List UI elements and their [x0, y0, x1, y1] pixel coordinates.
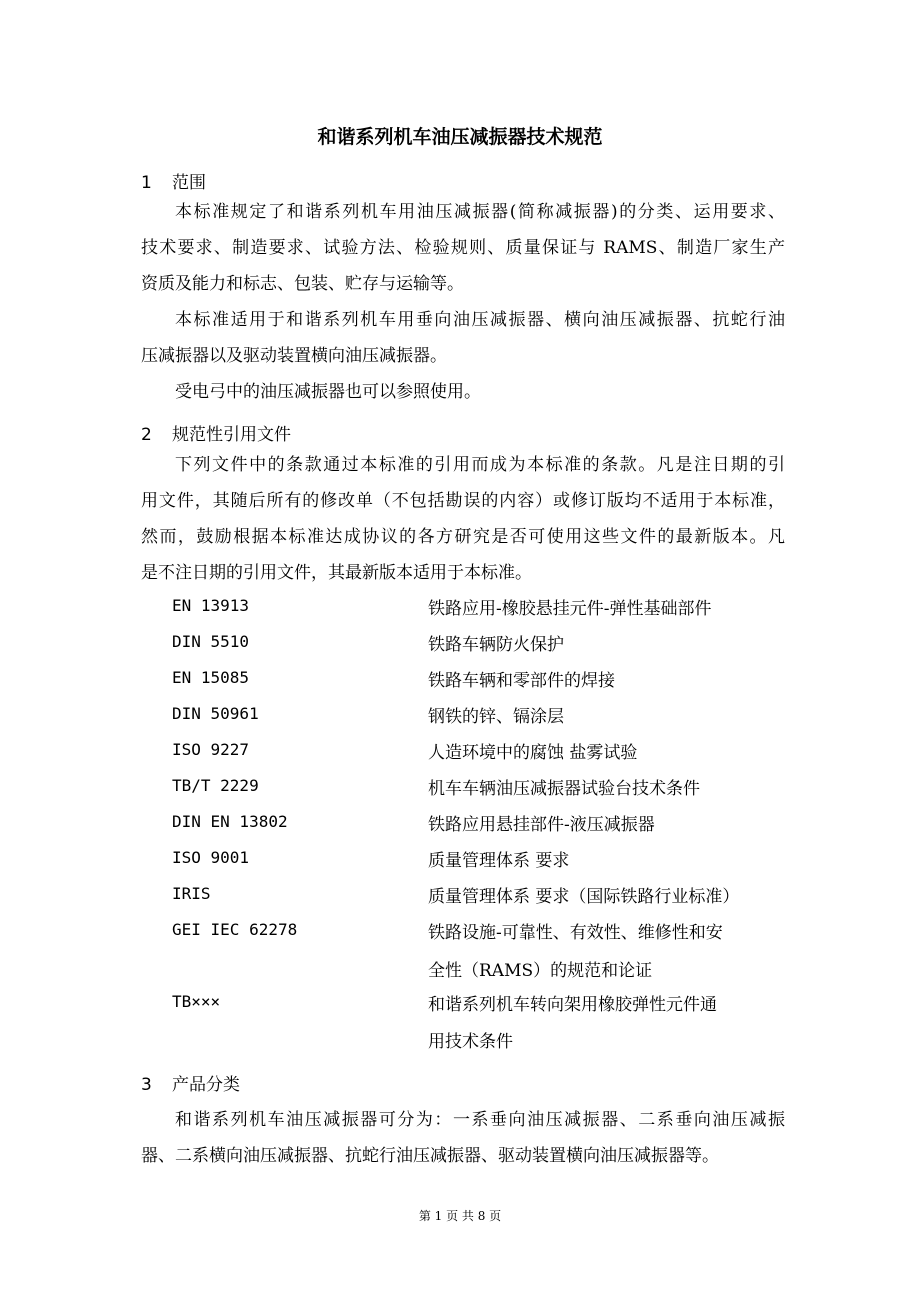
reference-code: GEI IEC 62278: [172, 920, 298, 939]
paragraph-line: 和谐系列机车油压减振器可分为：一系垂向油压减振器、二系垂向油压减振: [175, 1110, 785, 1130]
paragraph-line: 下列文件中的条款通过本标准的引用而成为本标准的条款。凡是注日期的引: [175, 455, 785, 475]
section-1-heading: [141, 168, 206, 193]
paragraph-line: 技术要求、制造要求、试验方法、检验规则、质量保证与 RAMS、制造厂家生产: [141, 238, 785, 258]
paragraph-line: 是不注日期的引用文件，其最新版本适用于本标准。: [141, 563, 532, 583]
paragraph-line: 压减振器以及驱动装置横向油压减振器。: [141, 346, 447, 366]
section-3-heading: [141, 1070, 240, 1095]
reference-title: 铁路应用-橡胶悬挂元件-弹性基础部件: [428, 599, 712, 619]
paragraph-line: 受电弓中的油压减振器也可以参照使用。: [175, 382, 481, 402]
page-footer: 第 1 页 共 8 页: [418, 1209, 502, 1223]
section-title: 产品分类: [172, 1075, 240, 1095]
reference-title: 铁路车辆防火保护: [428, 635, 564, 655]
reference-title: 质量管理体系 要求: [428, 851, 570, 871]
reference-code: ISO 9227: [172, 740, 250, 759]
reference-title: 铁路设施-可靠性、有效性、维修性和安: [428, 923, 723, 943]
reference-title: 人造环境中的腐蚀 盐雾试验: [428, 743, 638, 763]
paragraph-line: 器、二系横向油压减振器、抗蛇行油压减振器、驱动装置横向油压减振器等。: [141, 1146, 719, 1166]
reference-code: EN 13913: [172, 596, 250, 615]
reference-title-continued: 全性（RAMS）的规范和论证: [428, 961, 653, 981]
reference-code: DIN 50961: [172, 704, 259, 723]
reference-code: DIN 5510: [172, 632, 250, 651]
paragraph-line: 资质及能力和标志、包装、贮存与运输等。: [141, 274, 464, 294]
reference-title: 铁路应用悬挂部件-液压减振器: [428, 815, 655, 835]
reference-title: 铁路车辆和零部件的焊接: [428, 671, 615, 691]
section-2-heading: [141, 420, 291, 445]
section-title: 范围: [172, 173, 206, 193]
document-title: 和谐系列机车油压减振器技术规范: [317, 126, 603, 148]
reference-code: TB×××: [172, 992, 221, 1011]
paragraph-line: 本标准适用于和谐系列机车用垂向油压减振器、横向油压减振器、抗蛇行油: [175, 310, 785, 330]
reference-code: ISO 9001: [172, 848, 250, 867]
reference-title: 和谐系列机车转向架用橡胶弹性元件通: [428, 995, 717, 1015]
reference-code: DIN EN 13802: [172, 812, 288, 831]
paragraph-line: 本标准规定了和谐系列机车用油压减振器(简称减振器)的分类、运用要求、: [175, 202, 785, 222]
reference-code: TB/T 2229: [172, 776, 259, 795]
section-number: 2: [141, 425, 152, 445]
reference-title: 钢铁的锌、镉涂层: [428, 707, 564, 727]
reference-code: IRIS: [172, 884, 211, 903]
section-number: 3: [141, 1075, 152, 1095]
reference-title: 质量管理体系 要求（国际铁路行业标准）: [428, 887, 740, 907]
section-title: 规范性引用文件: [172, 425, 291, 445]
reference-title-continued: 用技术条件: [428, 1032, 513, 1052]
reference-title: 机车车辆油压减振器试验台技术条件: [428, 779, 700, 799]
reference-code: EN 15085: [172, 668, 250, 687]
paragraph-line: 然而，鼓励根据本标准达成协议的各方研究是否可使用这些文件的最新版本。凡: [141, 527, 785, 547]
paragraph-line: 用文件，其随后所有的修改单（不包括勘误的内容）或修订版均不适用于本标准，: [141, 491, 785, 511]
section-number: 1: [141, 173, 152, 193]
